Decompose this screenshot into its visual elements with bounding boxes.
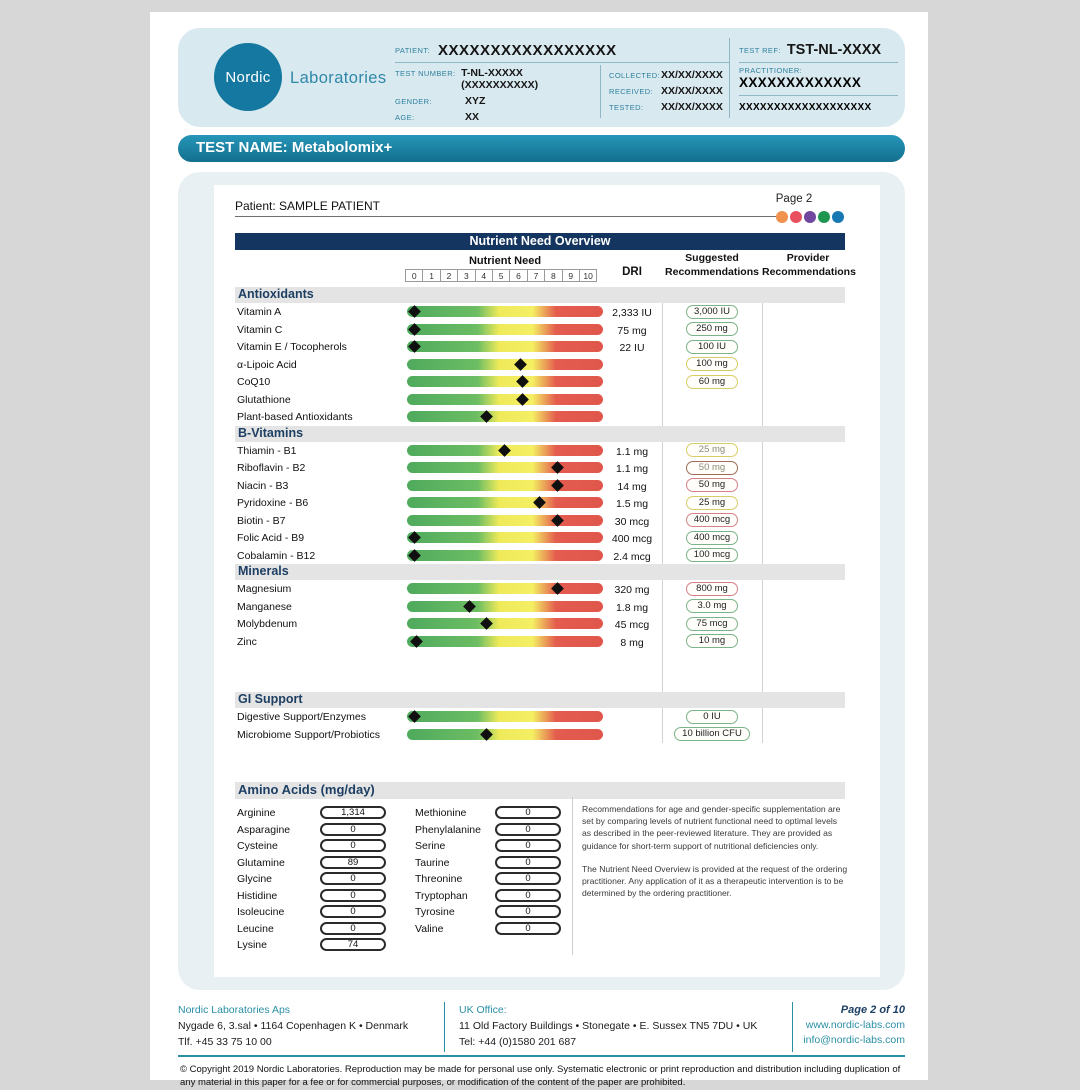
nutrient-need-bar (407, 341, 603, 352)
header-col-practitioner (739, 66, 898, 113)
nutrient-label: CoQ10 (237, 376, 270, 388)
amino-acid-label: Histidine (237, 890, 277, 902)
recommendation-pill: 100 mg (686, 357, 738, 371)
table-row (214, 494, 880, 512)
practitioner-value: XXXXXXXXXXXXX (739, 75, 898, 96)
collected-label: COLLECTED: (609, 71, 661, 80)
tested-value: XX/XX/XXXX (661, 101, 723, 113)
header-col-dates (609, 69, 725, 117)
test-number-value: T-NL-XXXXX (XXXXXXXXXX) (461, 67, 595, 91)
amino-acid-value-pill: 74 (320, 938, 386, 951)
amino-acid-label: Tyrosine (415, 906, 455, 918)
table-title-bar: Nutrient Need Overview (235, 233, 845, 250)
dri-value: 30 mcg (600, 516, 664, 528)
recommendation-pill: 100 mcg (686, 548, 738, 562)
amino-acid-value-pill: 0 (320, 823, 386, 836)
nutrient-label: Thiamin - B1 (237, 445, 297, 457)
table-row (214, 529, 880, 547)
suggested-recommendation-cell (662, 582, 762, 596)
suggested-recommendation-cell (662, 443, 762, 457)
need-marker-diamond (410, 635, 423, 648)
need-marker-diamond (498, 444, 511, 457)
nutrient-table-body (214, 287, 880, 743)
dri-value: 1.1 mg (600, 446, 664, 458)
footer-uk-address: 11 Old Factory Buildings • Stonegate • E. Sussex TN5 7DU • UK (459, 1020, 792, 1032)
amino-acid-value-pill: 89 (320, 856, 386, 869)
nutrient-need-bar (407, 462, 603, 473)
logo-circle-text: Nordic (225, 69, 270, 86)
suggested-recommendation-cell (662, 727, 762, 741)
column-header-provider (762, 252, 854, 279)
amino-acid-value-pill: 0 (495, 872, 561, 885)
nutrient-need-bar (407, 729, 603, 740)
amino-acid-row (413, 855, 583, 872)
patient-value: XXXXXXXXXXXXXXXXX (438, 42, 617, 59)
suggested-recommendation-cell (662, 710, 762, 724)
nutrient-label: α-Lipoic Acid (237, 359, 297, 371)
test-name-banner: TEST NAME: Metabolomix+ (178, 135, 905, 162)
need-marker-diamond (533, 496, 546, 509)
footer-email-link[interactable]: info@nordic-labs.com (793, 1034, 905, 1046)
scale-tick: 3 (457, 269, 475, 282)
amino-acid-row (235, 937, 405, 954)
scale-tick: 8 (544, 269, 562, 282)
gender-value: XYZ (465, 95, 485, 107)
nutrient-need-bar (407, 601, 603, 612)
amino-acid-value-pill: 0 (495, 839, 561, 852)
dri-value: 2.4 mcg (600, 551, 664, 563)
amino-acid-value-pill: 0 (495, 905, 561, 918)
amino-acid-row (235, 838, 405, 855)
nutrient-label: Pyridoxine - B6 (237, 497, 308, 509)
amino-acid-label: Isoleucine (237, 906, 284, 918)
table-row (214, 373, 880, 391)
age-value: XX (465, 111, 479, 123)
dri-value: 320 mg (600, 584, 664, 596)
amino-acid-label: Leucine (237, 923, 274, 935)
table-row (214, 547, 880, 565)
amino-acid-value-pill: 0 (495, 806, 561, 819)
amino-acid-value-pill: 0 (320, 889, 386, 902)
amino-acid-label: Glycine (237, 873, 272, 885)
nutrient-label: Zinc (237, 636, 257, 648)
amino-acids-column-1 (235, 805, 405, 954)
suggested-recommendation-cell (662, 478, 762, 492)
amino-acid-row (235, 822, 405, 839)
recommendation-pill: 50 mg (686, 478, 738, 492)
amino-acid-row (235, 805, 405, 822)
suggested-recommendation-cell (662, 496, 762, 510)
amino-acid-label: Taurine (415, 857, 449, 869)
recommendation-pill: 10 mg (686, 634, 738, 648)
nutrient-need-bar (407, 324, 603, 335)
need-marker-diamond (408, 531, 421, 544)
amino-acid-label: Arginine (237, 807, 276, 819)
recommendation-pill: 3.0 mg (686, 599, 738, 613)
need-marker-diamond (516, 375, 529, 388)
scale-tick: 7 (527, 269, 545, 282)
table-row (214, 598, 880, 616)
amino-acid-row (413, 888, 583, 905)
nordic-logo-icon (214, 43, 282, 111)
amino-acid-label: Serine (415, 840, 445, 852)
need-marker-diamond (408, 323, 421, 336)
nutrient-label: Cobalamin - B12 (237, 550, 315, 562)
footer-uk-office (444, 1002, 792, 1052)
scale-tick: 10 (579, 269, 597, 282)
suggested-recommendation-cell (662, 305, 762, 319)
nutrient-label: Magnesium (237, 583, 291, 595)
footer-uk-office-label: UK Office: (459, 1004, 792, 1016)
amino-acid-value-pill: 0 (495, 823, 561, 836)
nutrient-need-bar (407, 550, 603, 561)
recommendation-pill: 400 mcg (686, 531, 738, 545)
footer-page-links (792, 1002, 905, 1052)
amino-acid-label: Threonine (415, 873, 462, 885)
footer-company-name: Nordic Laboratories Aps (178, 1004, 444, 1016)
need-marker-diamond (516, 393, 529, 406)
gender-label: GENDER: (395, 97, 465, 106)
amino-acid-row (413, 921, 583, 938)
table-row (214, 321, 880, 339)
patient-field (395, 38, 729, 63)
test-number-label: TEST NUMBER: (395, 69, 461, 78)
dri-value: 14 mg (600, 481, 664, 493)
recommendation-pill: 60 mg (686, 375, 738, 389)
nutrient-label: Microbiome Support/Probiotics (237, 729, 380, 741)
dri-value: 8 mg (600, 637, 664, 649)
suggested-recommendation-cell (662, 513, 762, 527)
test-ref-label: TEST REF: (739, 46, 781, 55)
table-row (214, 391, 880, 409)
section-header-antioxidants: Antioxidants (235, 287, 845, 303)
suggested-recommendation-cell (662, 634, 762, 648)
nutrient-label: Plant-based Antioxidants (237, 411, 353, 423)
amino-notes-divider (572, 797, 573, 955)
footer-denmark-office (178, 1002, 444, 1052)
header-card (178, 28, 905, 127)
table-row (214, 477, 880, 495)
header-divider-vertical (600, 65, 601, 118)
amino-acid-label: Methionine (415, 807, 466, 819)
page-dot-2 (790, 211, 802, 223)
nutrient-label: Vitamin A (237, 306, 281, 318)
patient-label: PATIENT: (395, 46, 430, 55)
provider-line2: Recommendations (762, 266, 856, 278)
need-marker-diamond (480, 728, 493, 741)
footer-website-link[interactable]: www.nordic-labs.com (793, 1019, 905, 1031)
suggested-recommendation-cell (662, 322, 762, 336)
nutrient-label: Biotin - B7 (237, 515, 285, 527)
amino-acid-label: Glutamine (237, 857, 285, 869)
page-dot-4 (818, 211, 830, 223)
table-row (214, 633, 880, 651)
nutrient-need-bar (407, 359, 603, 370)
section-minerals (214, 564, 880, 650)
dri-value: 1.8 mg (600, 602, 664, 614)
need-marker-diamond (480, 410, 493, 423)
nutrient-need-bar (407, 618, 603, 629)
recommendation-pill: 250 mg (686, 322, 738, 336)
amino-acid-row (235, 855, 405, 872)
received-value: XX/XX/XXXX (661, 85, 723, 97)
nutrient-need-bar (407, 515, 603, 526)
need-marker-diamond (408, 340, 421, 353)
recommendation-pill: 50 mg (686, 461, 738, 475)
patient-underline (235, 216, 785, 217)
recommendation-pill: 800 mg (686, 582, 738, 596)
recommendation-pill: 400 mcg (686, 513, 738, 527)
nutrient-label: Manganese (237, 601, 292, 613)
need-marker-diamond (480, 617, 493, 630)
dri-value: 45 mcg (600, 619, 664, 631)
age-label: AGE: (395, 113, 465, 122)
test-ref-value: TST-NL-XXXX (787, 42, 881, 58)
nutrient-label: Folic Acid - B9 (237, 532, 304, 544)
amino-acid-value-pill: 0 (495, 922, 561, 935)
amino-acid-value-pill: 0 (495, 856, 561, 869)
suggested-recommendation-cell (662, 461, 762, 475)
section-header-amino-acids: Amino Acids (mg/day) (235, 782, 845, 799)
suggested-recommendation-cell (662, 375, 762, 389)
amino-acids-column-2 (413, 805, 583, 937)
report-content (214, 185, 880, 977)
column-header-dri: DRI (600, 266, 664, 278)
amino-acid-label: Lysine (237, 939, 267, 951)
page-dots (776, 211, 844, 223)
recommendation-pill: 25 mg (686, 443, 738, 457)
section-b-vitamins (214, 426, 880, 565)
amino-acid-label: Tryptophan (415, 890, 468, 902)
nutrient-need-bar (407, 583, 603, 594)
suggested-recommendation-cell (662, 599, 762, 613)
scale-tick: 0 (405, 269, 423, 282)
amino-acid-value-pill: 0 (320, 872, 386, 885)
test-ref-field (739, 38, 898, 63)
recommendation-pill: 75 mcg (686, 617, 738, 631)
amino-acid-row (413, 805, 583, 822)
need-marker-diamond (514, 358, 527, 371)
section-antioxidants (214, 287, 880, 426)
logo-wordmark: Laboratories (290, 69, 387, 88)
table-row (214, 408, 880, 426)
patient-line: Patient: SAMPLE PATIENT (235, 199, 380, 213)
amino-acid-label: Cysteine (237, 840, 278, 852)
nutrient-need-bar (407, 532, 603, 543)
copyright-text: © Copyright 2019 Nordic Laboratories. Reproduction may be made for personal use only. Systematic electronic or print reproduction and distribution including duplication of any material in this paper for a fee or for commercial purposes, or modification of the content of the paper are prohibited. (178, 1063, 905, 1090)
footer-page-of: Page 2 of 10 (793, 1004, 905, 1016)
suggested-recommendation-cell (662, 531, 762, 545)
suggested-recommendation-cell (662, 617, 762, 631)
table-row (214, 303, 880, 321)
table-row (214, 356, 880, 374)
need-marker-diamond (408, 710, 421, 723)
need-marker-diamond (551, 514, 564, 527)
provider-line1: Provider (787, 252, 830, 264)
header-info (395, 38, 898, 118)
header-divider-vertical (729, 38, 730, 118)
nutrient-label: Niacin - B3 (237, 480, 288, 492)
footer-rule (178, 1055, 905, 1057)
suggested-recommendation-cell (662, 357, 762, 371)
section-gi-support (214, 692, 880, 743)
dri-value: 1.5 mg (600, 498, 664, 510)
need-marker-diamond (551, 582, 564, 595)
amino-acid-label: Asparagine (237, 824, 290, 836)
dri-value: 22 IU (600, 342, 664, 354)
amino-acid-value-pill: 0 (320, 905, 386, 918)
section-header-minerals: Minerals (235, 564, 845, 580)
scale-tick: 9 (562, 269, 580, 282)
table-row (214, 442, 880, 460)
amino-acid-value-pill: 0 (320, 839, 386, 852)
nutrient-need-bar (407, 306, 603, 317)
table-row (214, 615, 880, 633)
need-marker-diamond (551, 479, 564, 492)
amino-acid-row (413, 822, 583, 839)
recommendation-pill: 3,000 IU (686, 305, 738, 319)
nutrient-label: Riboflavin - B2 (237, 462, 305, 474)
nutrient-need-bar (407, 445, 603, 456)
dri-value: 400 mcg (600, 533, 664, 545)
dri-value: 1.1 mg (600, 463, 664, 475)
recommendation-pill: 0 IU (686, 710, 738, 724)
page-number-label: Page 2 (754, 193, 834, 205)
need-marker-diamond (551, 461, 564, 474)
scale-tick: 4 (475, 269, 493, 282)
nutrient-need-bar (407, 411, 603, 422)
need-marker-diamond (408, 305, 421, 318)
nutrient-need-bar (407, 497, 603, 508)
page-dot-5 (832, 211, 844, 223)
column-header-nutrient-need: Nutrient Need (407, 255, 603, 267)
amino-acid-row (235, 888, 405, 905)
table-row (214, 708, 880, 726)
nutrient-need-scale (406, 269, 597, 282)
scale-tick: 1 (422, 269, 440, 282)
footer-dk-address: Nygade 6, 3.sal • 1164 Copenhagen K • Denmark (178, 1020, 444, 1032)
page-dot-1 (776, 211, 788, 223)
scale-tick: 2 (440, 269, 458, 282)
nutrient-need-bar (407, 636, 603, 647)
need-marker-diamond (463, 600, 476, 613)
scale-tick: 6 (509, 269, 527, 282)
recommendation-pill: 25 mg (686, 496, 738, 510)
suggested-line1: Suggested (685, 252, 739, 264)
dri-value: 2,333 IU (600, 307, 664, 319)
practitioner-value-2: XXXXXXXXXXXXXXXXXXX (739, 102, 898, 113)
note-paragraph-1: Recommendations for age and gender-specific supplementation are set by comparing levels of nutrient functional need to optimal levels as described in the peer-reviewed literature. They are provided as guidance for short-term support of nutritional deficiencies only. (582, 803, 848, 852)
suggested-recommendation-cell (662, 548, 762, 562)
amino-acid-row (413, 838, 583, 855)
column-header-suggested (662, 252, 762, 279)
amino-acid-label: Valine (415, 923, 443, 935)
amino-acid-row (235, 904, 405, 921)
nutrient-label: Vitamin C (237, 324, 282, 336)
amino-acid-row (235, 871, 405, 888)
section-header-gi-support: GI Support (235, 692, 845, 708)
nutrient-need-bar (407, 376, 603, 387)
table-row (214, 726, 880, 744)
amino-acid-row (235, 921, 405, 938)
nutrient-label: Glutathione (237, 394, 291, 406)
recommendation-pill: 10 billion CFU (674, 727, 750, 741)
page-footer (178, 1002, 905, 1090)
amino-acid-value-pill: 1,314 (320, 806, 386, 819)
section-header-b-vitamins: B-Vitamins (235, 426, 845, 442)
amino-acid-row (413, 904, 583, 921)
scale-tick: 5 (492, 269, 510, 282)
nutrient-label: Molybdenum (237, 618, 297, 630)
received-label: RECEIVED: (609, 87, 661, 96)
nutrient-label: Digestive Support/Enzymes (237, 711, 366, 723)
table-row (214, 459, 880, 477)
page-dot-3 (804, 211, 816, 223)
nutrient-need-bar (407, 480, 603, 491)
amino-acid-label: Phenylalanine (415, 824, 481, 836)
table-row (214, 580, 880, 598)
table-row (214, 512, 880, 530)
amino-acid-value-pill: 0 (495, 889, 561, 902)
footer-dk-phone: Tlf. +45 33 75 10 00 (178, 1036, 444, 1048)
need-marker-diamond (408, 549, 421, 562)
suggested-recommendation-cell (662, 340, 762, 354)
footer-uk-phone: Tel: +44 (0)1580 201 687 (459, 1036, 792, 1048)
amino-acid-value-pill: 0 (320, 922, 386, 935)
amino-acid-row (413, 871, 583, 888)
table-row (214, 338, 880, 356)
recommendation-pill: 100 IU (686, 340, 738, 354)
note-paragraph-2: The Nutrient Need Overview is provided at the request of the ordering practitioner. Any application of it as a therapeutic intervention is to be determined by the ordering practitioner. (582, 863, 848, 900)
practitioner-label: PRACTITIONER: (739, 66, 898, 75)
dri-value: 75 mg (600, 325, 664, 337)
suggested-line2: Recommendations (665, 266, 759, 278)
nutrient-need-bar (407, 394, 603, 405)
report-panel (178, 172, 905, 990)
tested-label: TESTED: (609, 103, 661, 112)
header-col-test (395, 67, 595, 127)
report-page (150, 12, 928, 1080)
nutrient-label: Vitamin E / Tocopherols (237, 341, 347, 353)
nutrient-need-bar (407, 711, 603, 722)
collected-value: XX/XX/XXXX (661, 69, 723, 81)
recommendation-notes (582, 803, 848, 899)
